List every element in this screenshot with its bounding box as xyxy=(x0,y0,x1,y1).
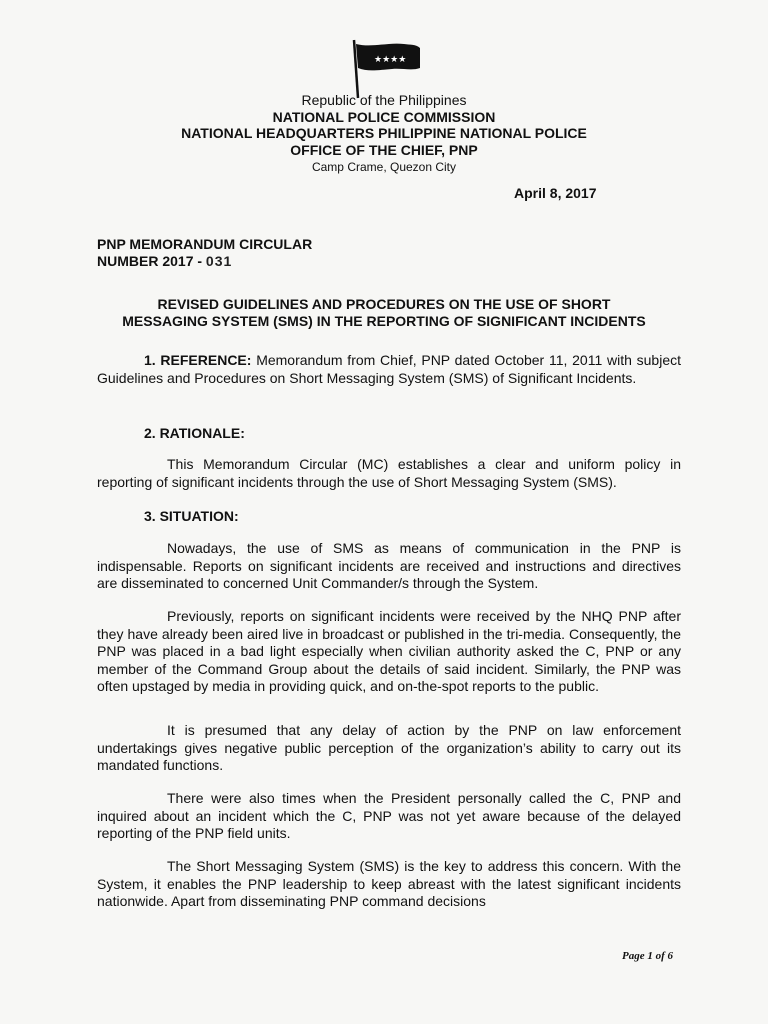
memo-label-line2 xyxy=(97,253,312,270)
header-location: Camp Crame, Quezon City xyxy=(311,160,457,174)
title-line1: REVISED GUIDELINES AND PROCEDURES ON THE USE OF SHORT xyxy=(157,296,611,312)
reference-text: Memorandum from Chief, PNP dated October 11, 2011 with subject Guidelines and Procedures on Short Messaging System (SMS) of Significant Incidents. xyxy=(97,352,681,386)
situation-text-3: It is presumed that any delay of action by the PNP on law enforcement undertakings gives negative public perception of the organization’s ability to carry out its mandated functions. xyxy=(97,722,681,773)
title-line2: MESSAGING SYSTEM (SMS) IN THE REPORTING OF SIGNIFICANT INCIDENTS xyxy=(122,313,646,329)
situation-paragraph-3 xyxy=(97,722,681,775)
situation-text-2: Previously, reports on significant incidents were received by the NHQ PNP after they have already been aired live in broadcast or published in the tri-media. Consequently, the PNP was placed in a bad light especially when civilian authority asked the C, PNP or any member of the Command Group about the details of said incident. Similarly, the PNP was often upstaged by media in providing quick, and on-the-spot reports to the public. xyxy=(97,608,681,694)
header-office: OFFICE OF THE CHIEF, PNP xyxy=(290,142,478,158)
memo-label-line1: PNP MEMORANDUM CIRCULAR xyxy=(97,236,313,252)
memo-number-prefix: NUMBER 2017 - xyxy=(97,253,203,269)
memo-number-handwritten: 031 xyxy=(205,253,233,269)
svg-text:★★★★: ★★★★ xyxy=(374,55,407,65)
four-star-flag-icon xyxy=(348,38,424,100)
rationale-text: This Memorandum Circular (MC) establishes a clear and uniform policy in reporting of significant incidents through the use of Short Messaging System (SMS). xyxy=(97,456,681,490)
header-commission: NATIONAL POLICE COMMISSION xyxy=(272,109,496,125)
page-number: Page 1 of 6 xyxy=(622,950,674,962)
situation-paragraph-2 xyxy=(97,608,681,696)
header-nhq: NATIONAL HEADQUARTERS PHILIPPINE NATIONAL POLICE xyxy=(181,125,587,141)
situation-text-5: The Short Messaging System (SMS) is the key to address this concern. With the System, it enables the PNP leadership to keep abreast with the latest significant incidents nationwide. Apart from disseminating PNP command decisions xyxy=(97,858,681,909)
reference-heading: 1. REFERENCE: xyxy=(144,352,252,368)
situation-text-4: There were also times when the President personally called the C, PNP and inquired about an incident which the C, PNP was not yet aware because of the delayed reporting of the PNP field units. xyxy=(97,790,681,841)
document-title xyxy=(0,296,768,330)
situation-heading: 3. SITUATION: xyxy=(144,508,239,524)
situation-paragraph-4 xyxy=(97,790,681,843)
document-date: April 8, 2017 xyxy=(514,185,597,201)
situation-paragraph-5 xyxy=(97,858,681,911)
reference-paragraph xyxy=(97,352,681,387)
situation-paragraph-1 xyxy=(97,540,681,593)
memo-label xyxy=(97,236,312,270)
situation-text-1: Nowadays, the use of SMS as means of communication in the PNP is indispensable. Reports on significant incidents are received and instructions and directives are disseminated to concerned Unit Commander/s through the System. xyxy=(97,540,681,591)
rationale-heading: 2. RATIONALE: xyxy=(144,425,245,441)
header-republic: Republic of the Philippines xyxy=(301,92,467,108)
rationale-paragraph xyxy=(97,456,681,491)
